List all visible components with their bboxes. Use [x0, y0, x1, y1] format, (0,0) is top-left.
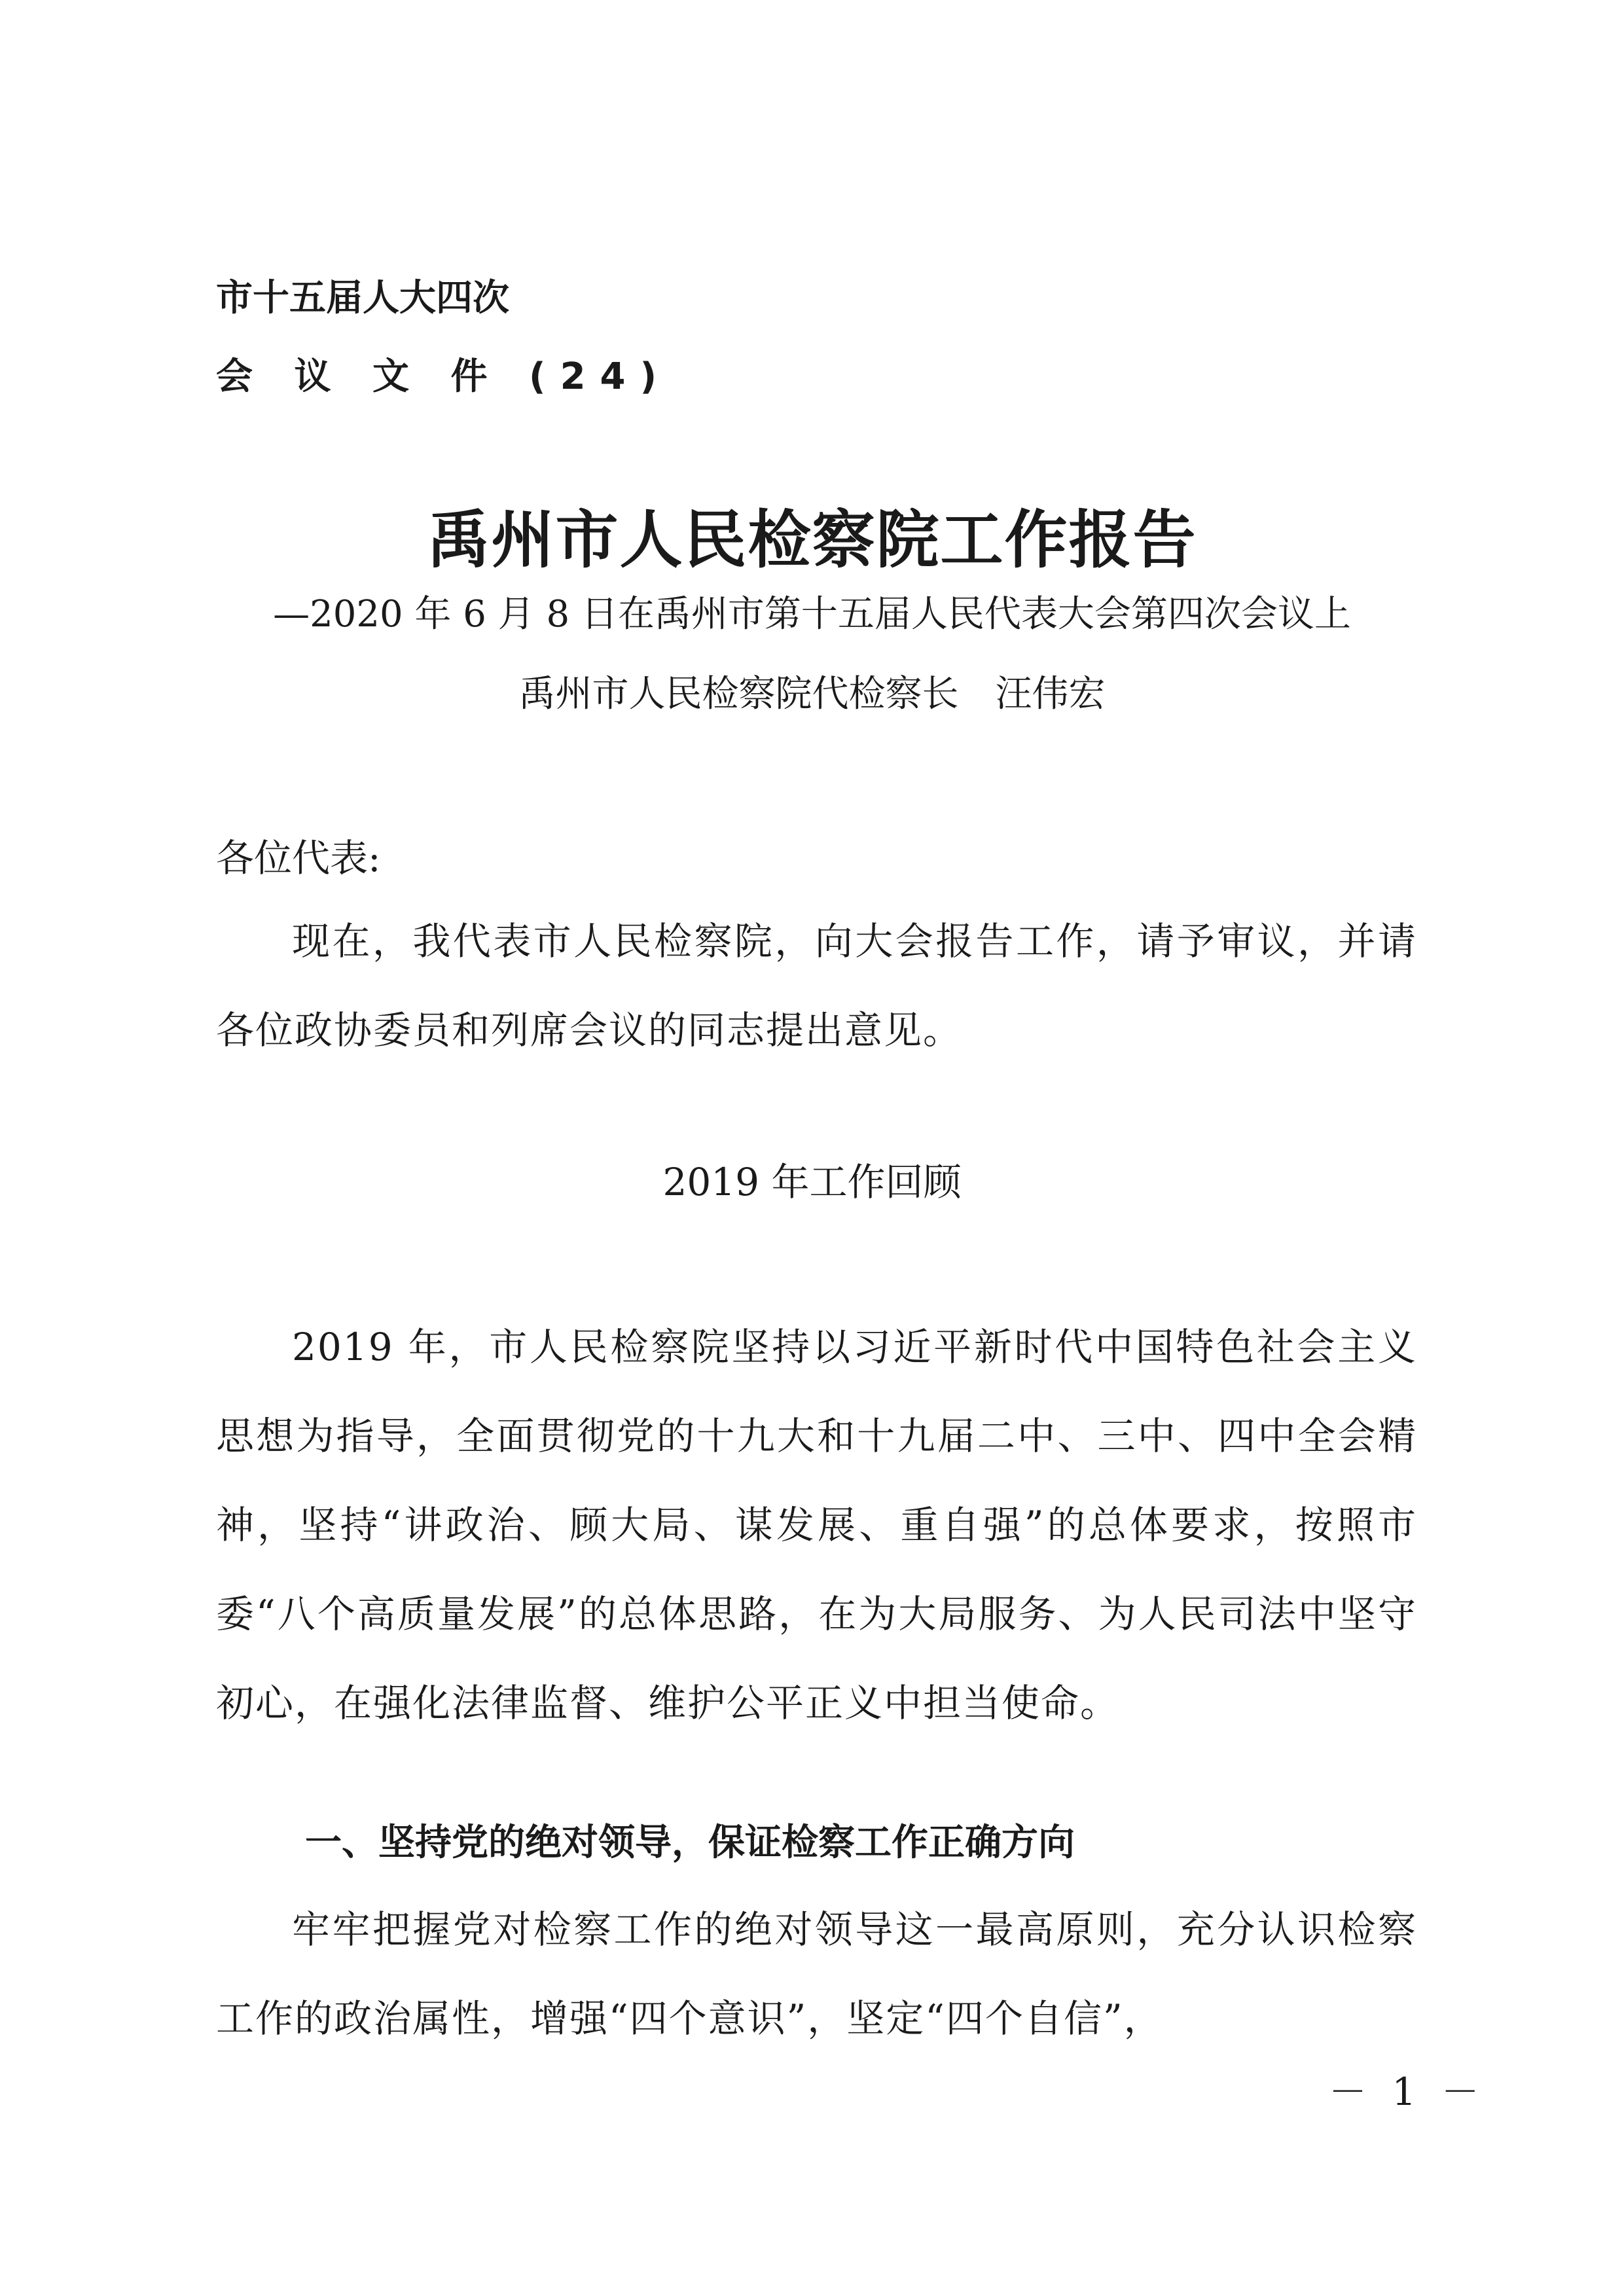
intro-paragraph: 现在，我代表市人民检察院，向大会报告工作，请予审议，并请各位政协委员和列席会议的同志提出意见。: [216, 919, 1417, 1052]
heading-1: 一、坚持党的绝对领导，保证检察工作正确方向: [305, 1821, 1075, 1864]
subtitle-speaker: 禹州市人民检察院代检察长 汪伟宏: [518, 673, 1106, 715]
document-series-line-1: 市十五届人大四次: [216, 277, 509, 319]
subtitle-occasion: —2020 年 6 月 8 日在禹州市第十五届人民代表大会第四次会议上: [273, 593, 1351, 636]
section-heading: 2019 年工作回顾: [662, 1160, 962, 1204]
page-number: － 1 －: [1329, 2070, 1486, 2114]
salutation: 各位代表:: [216, 836, 381, 880]
review-paragraph: 2019 年，市人民检察院坚持以习近平新时代中国特色社会主义思想为指导，全面贯彻党的十九大和十九届二中、三中、四中全会精神，坚持“讲政治、顾大局、谋发展、重自强”的总体要求，按照市委“八个高质量发展”的总体思路，在为大局服务、为人民司法中坚守初心，在强化法律监督、维护公平正义中担当使命。: [216, 1325, 1417, 1725]
report-title: 禹州市人民检察院工作报告: [427, 503, 1197, 577]
document-series-line-2: 会 议 文 件 (24): [216, 355, 672, 398]
paragraph-1: 牢牢把握党对检察工作的绝对领导这一最高原则，充分认识检察工作的政治属性，增强“四个意识”，坚定“四个自信”，: [216, 1907, 1417, 2041]
